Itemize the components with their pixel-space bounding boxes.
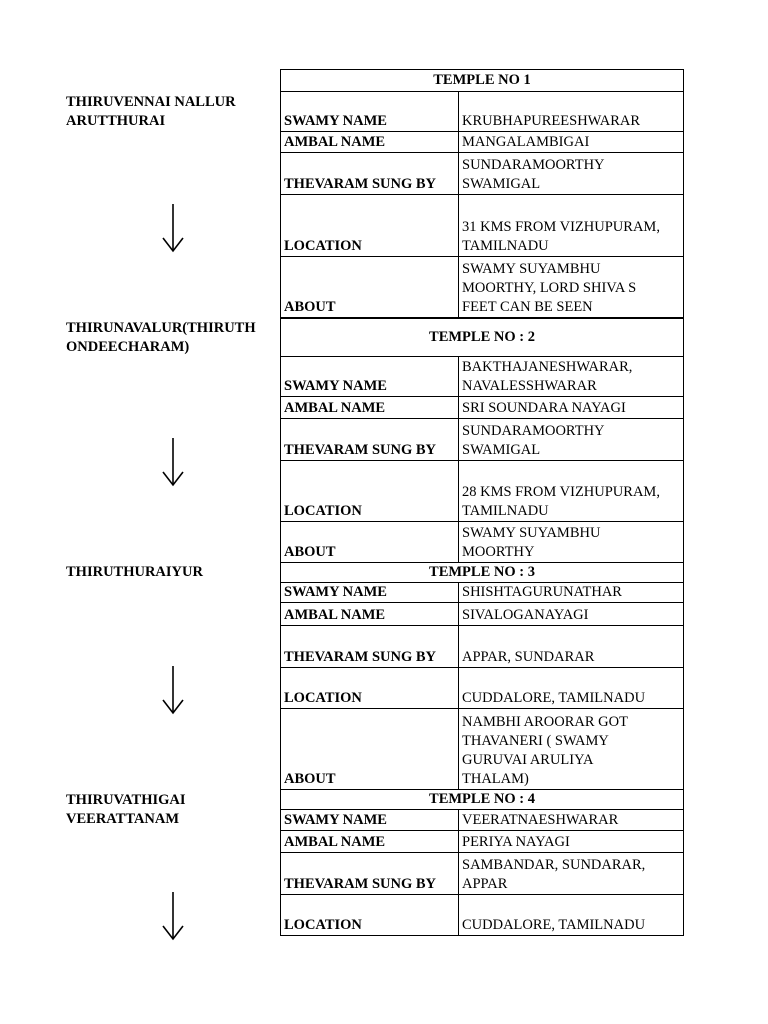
row-key: AMBAL NAME xyxy=(281,603,459,626)
row-value: SUNDARAMOORTHY SWAMIGAL xyxy=(459,153,684,195)
down-arrow-icon xyxy=(157,434,189,490)
row-value: KRUBHAPUREESHWARAR xyxy=(459,92,684,132)
down-arrow-icon xyxy=(157,662,189,718)
row-key: THEVARAM SUNG BY xyxy=(281,626,459,668)
temple-name-4: THIRUVATHIGAI VEERATTANAM xyxy=(66,792,186,827)
row-key: AMBAL NAME xyxy=(281,397,459,419)
temple-table-4 xyxy=(280,789,684,936)
row-value: SIVALOGANAYAGI xyxy=(459,603,684,626)
row-key: AMBAL NAME xyxy=(281,132,459,153)
down-arrow-icon xyxy=(157,888,189,944)
row-key: ABOUT xyxy=(281,522,459,563)
row-value: SAMBANDAR, SUNDARAR, APPAR xyxy=(459,853,684,895)
temple-table-3 xyxy=(280,562,684,790)
row-value: SRI SOUNDARA NAYAGI xyxy=(459,397,684,419)
row-value: APPAR, SUNDARAR xyxy=(459,626,684,668)
row-key: AMBAL NAME xyxy=(281,831,459,853)
row-key: SWAMY NAME xyxy=(281,583,459,603)
row-key: LOCATION xyxy=(281,461,459,522)
row-value: CUDDALORE, TAMILNADU xyxy=(459,895,684,936)
row-value: MANGALAMBIGAI xyxy=(459,132,684,153)
row-value: SUNDARAMOORTHY SWAMIGAL xyxy=(459,419,684,461)
temple-name-3: THIRUTHURAIYUR xyxy=(66,564,203,580)
temple-name-2: THIRUNAVALUR(THIRUTH ONDEECHARAM) xyxy=(66,320,256,355)
row-key: SWAMY NAME xyxy=(281,357,459,397)
row-key: LOCATION xyxy=(281,668,459,709)
row-key: ABOUT xyxy=(281,257,459,318)
row-key: SWAMY NAME xyxy=(281,810,459,831)
row-key: THEVARAM SUNG BY xyxy=(281,853,459,895)
row-value: SWAMY SUYAMBHU MOORTHY, LORD SHIVA S FEET CAN BE SEEN xyxy=(459,257,684,318)
row-value: VEERATNAESHWARAR xyxy=(459,810,684,831)
row-key: SWAMY NAME xyxy=(281,92,459,132)
temple-table-1 xyxy=(280,69,684,318)
row-value: SHISHTAGURUNATHAR xyxy=(459,583,684,603)
row-value: PERIYA NAYAGI xyxy=(459,831,684,853)
row-value: BAKTHAJANESHWARAR, NAVALESSHWARAR xyxy=(459,357,684,397)
row-value: SWAMY SUYAMBHU MOORTHY xyxy=(459,522,684,563)
row-value: CUDDALORE, TAMILNADU xyxy=(459,668,684,709)
row-value: NAMBHI AROORAR GOT THAVANERI ( SWAMY GURUVAI ARULIYA THALAM) xyxy=(459,709,684,790)
temple-title: TEMPLE NO : 3 xyxy=(281,563,684,583)
row-key: LOCATION xyxy=(281,195,459,257)
temple-title: TEMPLE NO 1 xyxy=(281,70,684,92)
temple-table-2 xyxy=(280,318,684,563)
row-value: 31 KMS FROM VIZHUPURAM, TAMILNADU xyxy=(459,195,684,257)
temple-title: TEMPLE NO : 4 xyxy=(281,790,684,810)
row-key: THEVARAM SUNG BY xyxy=(281,153,459,195)
row-key: LOCATION xyxy=(281,895,459,936)
down-arrow-icon xyxy=(157,200,189,256)
row-key: THEVARAM SUNG BY xyxy=(281,419,459,461)
row-value: 28 KMS FROM VIZHUPURAM, TAMILNADU xyxy=(459,461,684,522)
temple-name-1: THIRUVENNAI NALLUR ARUTTHURAI xyxy=(66,94,236,129)
row-key: ABOUT xyxy=(281,709,459,790)
temple-title: TEMPLE NO : 2 xyxy=(281,319,684,357)
